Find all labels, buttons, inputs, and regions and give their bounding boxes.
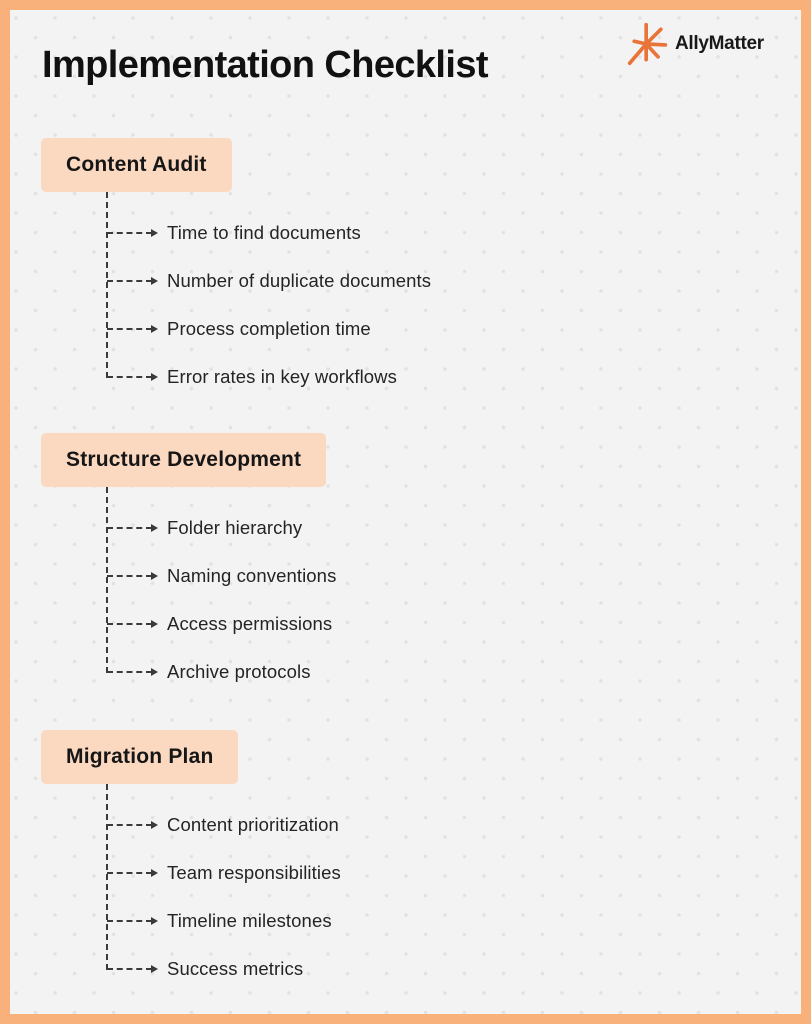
item-label: Error rates in key workflows — [167, 366, 397, 387]
dashed-arrow-icon — [107, 280, 152, 282]
brand-logo — [626, 20, 764, 68]
item-label: Time to find documents — [167, 222, 361, 243]
page-title: Implementation Checklist — [42, 44, 488, 86]
checklist-item — [107, 959, 303, 979]
checklist-item — [107, 319, 371, 339]
checklist-item — [107, 614, 332, 634]
brand-name: AllyMatter — [675, 33, 764, 54]
section-title: Migration Plan — [66, 745, 214, 768]
checklist-item — [107, 815, 339, 835]
checklist-item — [107, 367, 397, 387]
spark-asterisk-icon — [626, 20, 670, 68]
checklist-item — [107, 566, 336, 586]
dashed-arrow-icon — [107, 920, 152, 922]
checklist-item — [107, 271, 431, 291]
dashed-arrow-icon — [107, 872, 152, 874]
dashed-arrow-icon — [107, 376, 152, 378]
checklist-item — [107, 223, 361, 243]
item-label: Process completion time — [167, 318, 371, 339]
item-label: Archive protocols — [167, 661, 311, 682]
checklist-item — [107, 662, 311, 682]
section-structure-development — [41, 433, 601, 698]
section-title: Content Audit — [66, 153, 207, 176]
checklist-item — [107, 911, 332, 931]
item-label: Content prioritization — [167, 814, 339, 835]
item-label: Timeline milestones — [167, 910, 332, 931]
section-title: Structure Development — [66, 448, 302, 471]
dashed-arrow-icon — [107, 623, 152, 625]
dashed-arrow-icon — [107, 328, 152, 330]
dashed-arrow-icon — [107, 232, 152, 234]
dashed-arrow-icon — [107, 968, 152, 970]
item-label: Naming conventions — [167, 565, 337, 586]
dashed-arrow-icon — [107, 527, 152, 529]
dashed-arrow-icon — [107, 824, 152, 826]
item-label: Success metrics — [167, 958, 304, 979]
item-label: Number of duplicate documents — [167, 270, 432, 291]
section-content-audit — [41, 138, 601, 403]
checklist-item — [107, 863, 341, 883]
dashed-arrow-icon — [107, 671, 152, 673]
item-label: Team responsibilities — [167, 862, 341, 883]
section-header — [41, 433, 326, 487]
item-label: Access permissions — [167, 613, 333, 634]
section-header — [41, 730, 238, 784]
section-migration-plan — [41, 730, 601, 994]
dashed-arrow-icon — [107, 575, 152, 577]
item-label: Folder hierarchy — [167, 517, 303, 538]
section-header — [41, 138, 232, 192]
checklist-item — [107, 518, 302, 538]
